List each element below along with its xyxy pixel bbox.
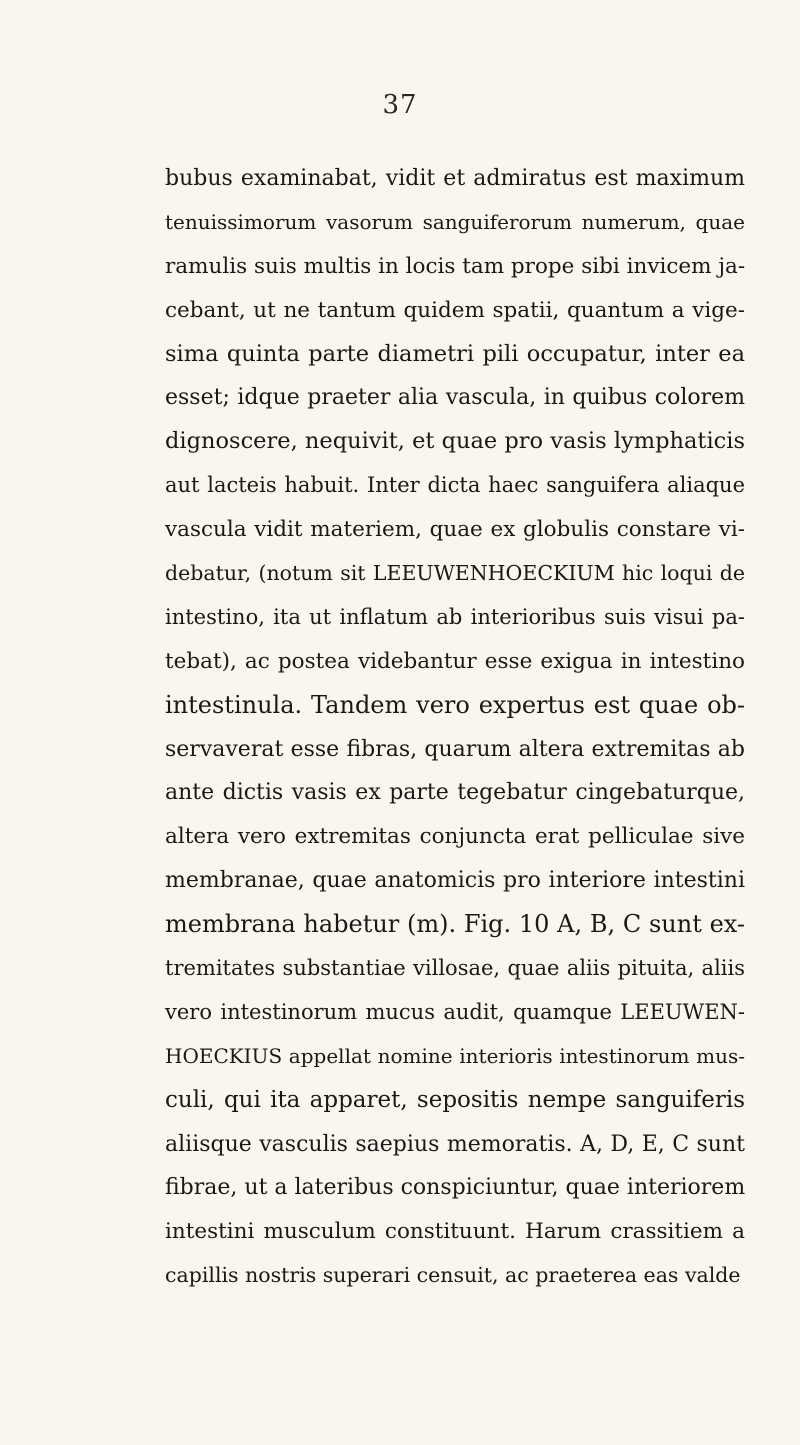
text-line: culi, qui ita apparet, sepositis nempe sanguiferis [165,1086,745,1113]
text-line: sima quinta parte diametri pili occupatur, inter ea [165,340,745,367]
text-line: vero intestinorum mucus audit, quamque LEEUWEN- [165,999,745,1024]
text-line: dignoscere, nequivit, et quae pro vasis lymphaticis [165,428,745,455]
text-line: tenuissimorum vasorum sanguiferorum numerum, quae [165,209,745,234]
text-line: membrana habetur (m). Fig. 10 A, B, C sunt ex- [165,910,745,939]
page-number: 37 [382,90,418,120]
text-line: altera vero extremitas conjuncta erat pelliculae sive [165,824,745,850]
text-line: esset; idque praeter alia vascula, in quibus colorem [165,385,745,411]
text-line: vascula vidit materiem, quae ex globulis constare vi- [165,517,745,543]
text-line: bubus examinabat, vidit et admiratus est maximum [165,166,745,191]
body-text [165,157,745,1298]
text-line: aliisque vasculis saepius memoratis. A, D, E, C sunt [165,1131,745,1157]
text-line: cebant, ut ne tantum quidem spatii, quantum a vige- [165,297,745,323]
text-line: intestini musculum constituunt. Harum crassitiem a [165,1219,745,1245]
text-line: intestinula. Tandem vero expertus est quae ob- [165,690,745,719]
text-line: tremitates substantiae villosae, quae aliis pituita, aliis [165,956,745,981]
text-line: ante dictis vasis ex parte tegebatur cingebaturque, [165,780,745,806]
text-line: capillis nostris superari censuit, ac praeterea eas valde [165,1263,741,1288]
text-line: intestino, ita ut inflatum ab interioribus suis visui pa- [165,604,745,629]
text-line: ramulis suis multis in locis tam prope sibi invicem ja- [165,253,746,279]
text-line: servaverat esse fibras, quarum altera extremitas ab [165,736,745,762]
text-line: aut lacteis habuit. Inter dicta haec sanguifera aliaque [165,473,745,498]
text-line: tebat), ac postea videbantur esse exigua in intestino [165,648,745,674]
text-line: debatur, (notum sit LEEUWENHOECKIUM hic loqui de [165,561,745,586]
text-line: fibrae, ut a lateribus conspiciuntur, quae interiorem [165,1175,746,1201]
text-line: membranae, quae anatomicis pro interiore intestini [165,868,745,894]
text-line: HOECKIUS appellat nomine interioris intestinorum mus- [165,1043,745,1068]
